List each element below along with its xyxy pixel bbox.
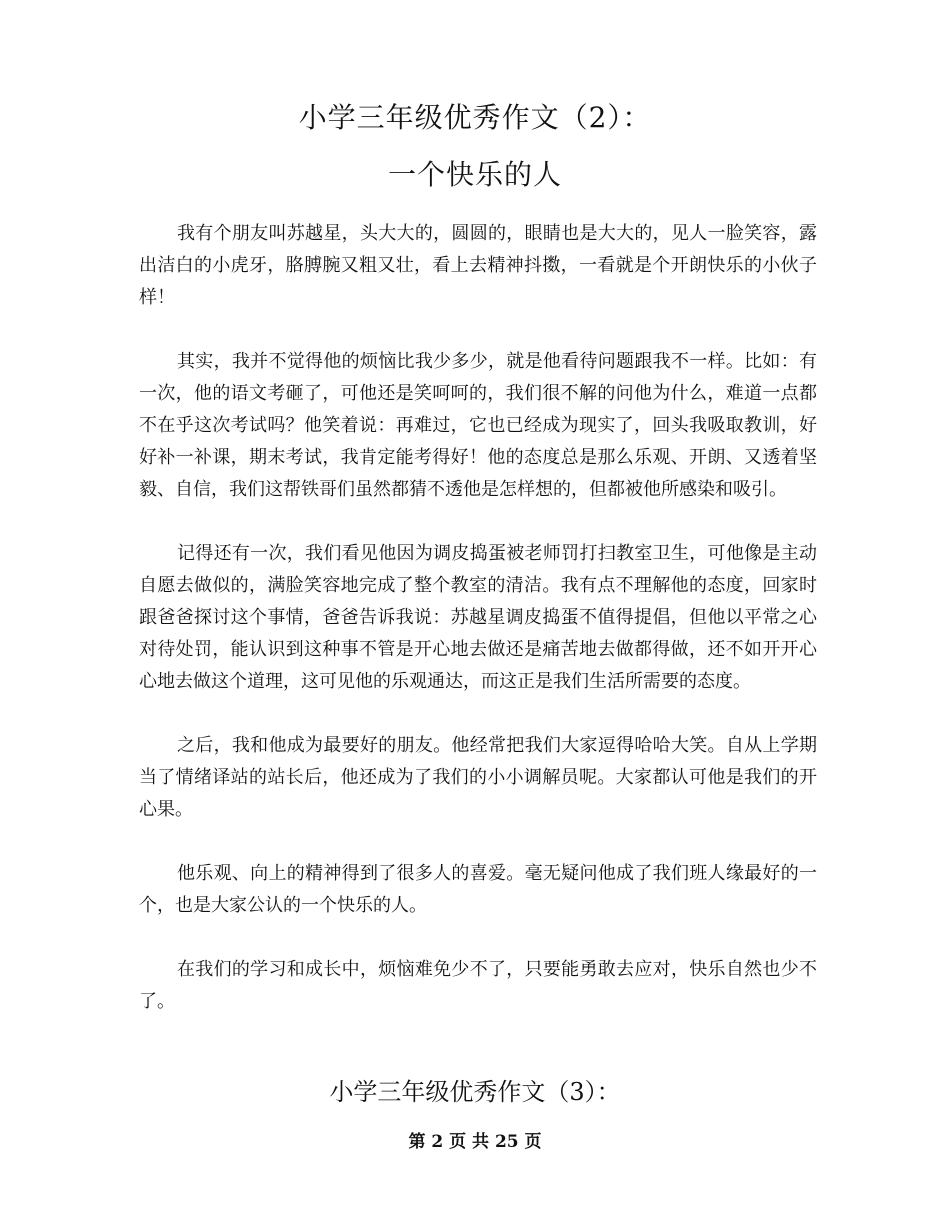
next-essay-title: 小学三年级优秀作文（3）： xyxy=(329,1078,621,1106)
essay-title: 小学三年级优秀作文（2）： xyxy=(298,101,652,134)
essay-subtitle: 一个快乐的人 xyxy=(387,158,562,191)
paragraph-4: 之后，我和他成为最要好的朋友。他经常把我们大家逗得哈哈大笑。自从上学期当了情绪译站的站长后，他还成为了我们的小小调解员呢。大家都认可他是我们的开心果。 xyxy=(139,735,817,820)
paragraph-3: 记得还有一次，我们看见他因为调皮捣蛋被老师罚打扫教室卫生，可他像是主动自愿去做似的，满脸笑容地完成了整个教室的清洁。我有点不理解他的态度，回家时跟爸爸探讨这个事情，爸爸告诉我说：苏越星调皮捣蛋不值得提倡，但他以平常之心对待处罚，能认识到这种事不管是开心地去做还是痛苦地去做都得做，还不如开开心心地去做这个道理，这可见他的乐观通达，而这正是我们生活所需要的态度。 xyxy=(139,543,817,692)
paragraph-1: 我有个朋友叫苏越星，头大大的，圆圆的，眼睛也是大大的，见人一脸笑容，露出洁白的小虎牙，胳膊腕又粗又壮，看上去精神抖擞，一看就是个开朗快乐的小伙子样！ xyxy=(139,223,817,308)
page-number-footer: 第 2 页 共 25 页 xyxy=(408,1132,542,1152)
paragraph-2: 其实，我并不觉得他的烦恼比我少多少，就是他看待问题跟我不一样。比如：有一次，他的语文考砸了，可他还是笑呵呵的，我们很不解的问他为什么，难道一点都不在乎这次考试吗？他笑着说：再难过，它也已经成为现实了，回头我吸取教训，好好补一补课，期末考试，我肯定能考得好！他的态度总是那么乐观、开朗、又透着坚毅、自信，我们这帮铁哥们虽然都猜不透他是怎样想的，但都被他所感染和吸引。 xyxy=(139,351,817,500)
essay-body xyxy=(139,218,817,1018)
paragraph-5: 他乐观、向上的精神得到了很多人的喜爱。毫无疑问他成了我们班人缘最好的一个，也是大家公认的一个快乐的人。 xyxy=(139,863,817,916)
paragraph-6: 在我们的学习和成长中，烦恼难免少不了，只要能勇敢去应对，快乐自然也少不了。 xyxy=(139,959,817,1012)
